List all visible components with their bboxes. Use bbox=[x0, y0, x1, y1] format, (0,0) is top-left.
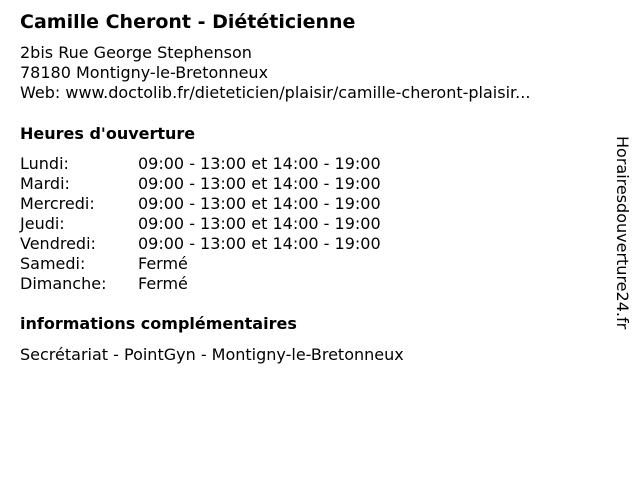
hours-row-mardi bbox=[20, 174, 381, 194]
business-title: Camille Cheront - Diététicienne bbox=[20, 11, 356, 33]
day-hours: 09:00 - 13:00 et 14:00 - 19:00 bbox=[138, 194, 381, 213]
hours-list bbox=[20, 154, 381, 294]
day-hours: Fermé bbox=[138, 274, 188, 293]
day-hours: Fermé bbox=[138, 254, 188, 273]
hours-row-dimanche bbox=[20, 274, 381, 294]
day-hours: 09:00 - 13:00 et 14:00 - 19:00 bbox=[138, 154, 381, 173]
info-text: Secrétariat - PointGyn - Montigny-le-Bretonneux bbox=[20, 345, 404, 364]
day-hours: 09:00 - 13:00 et 14:00 - 19:00 bbox=[138, 214, 381, 233]
day-label: Lundi: bbox=[20, 154, 69, 173]
hours-row-lundi bbox=[20, 154, 381, 174]
hours-row-samedi bbox=[20, 254, 381, 274]
info-heading: informations complémentaires bbox=[20, 314, 297, 333]
city-address: 78180 Montigny-le-Bretonneux bbox=[20, 63, 269, 82]
hours-row-jeudi bbox=[20, 214, 381, 234]
day-label: Jeudi: bbox=[20, 214, 65, 233]
day-label: Dimanche: bbox=[20, 274, 107, 293]
side-brand-text: Horairesdouverture24.fr bbox=[613, 136, 632, 330]
website-link[interactable]: Web: www.doctolib.fr/dieteticien/plaisir/camille-cheront-plaisir... bbox=[20, 83, 531, 102]
day-label: Samedi: bbox=[20, 254, 86, 273]
day-label: Vendredi: bbox=[20, 234, 96, 253]
hours-row-mercredi bbox=[20, 194, 381, 214]
day-label: Mercredi: bbox=[20, 194, 95, 213]
hours-heading: Heures d'ouverture bbox=[20, 124, 196, 143]
address-block bbox=[20, 43, 530, 103]
day-label: Mardi: bbox=[20, 174, 70, 193]
day-hours: 09:00 - 13:00 et 14:00 - 19:00 bbox=[138, 174, 381, 193]
day-hours: 09:00 - 13:00 et 14:00 - 19:00 bbox=[138, 234, 381, 253]
street-address: 2bis Rue George Stephenson bbox=[20, 43, 252, 62]
hours-row-vendredi bbox=[20, 234, 381, 254]
